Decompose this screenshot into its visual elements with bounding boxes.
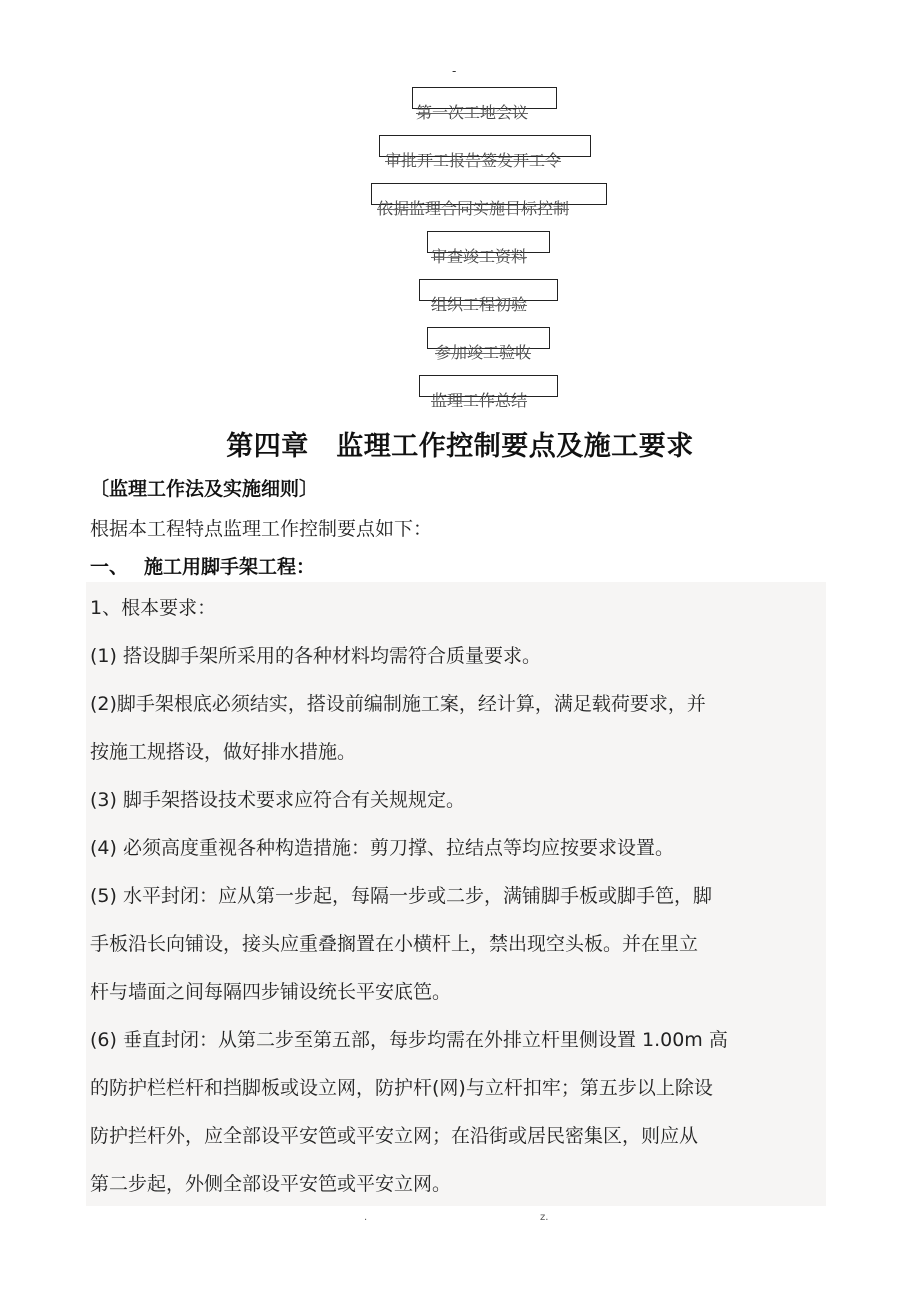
header-mark: - <box>452 64 457 78</box>
content-line: 杆与墙面之间每隔四步铺设统长平安底笆。 <box>90 981 452 1003</box>
content-line: (2)脚手架根底必须结实，搭设前编制施工案，经计算，满足载荷要求，并 <box>90 693 706 715</box>
footer-right: z. <box>540 1212 549 1223</box>
flow-step-7: 监理工作总结 <box>431 391 528 410</box>
flow-step-2: 审批开工报告签发开工令 <box>385 151 562 170</box>
content-line: 1、根本要求： <box>90 597 217 619</box>
subheading: 〔监理工作法及实施细则〕 <box>90 478 319 500</box>
chapter-title: 第四章 监理工作控制要点及施工要求 <box>226 431 694 462</box>
content-line: 的防护栏栏杆和挡脚板或设立网，防护杆(网)与立杆扣牢；第五步以上除设 <box>90 1077 713 1099</box>
footer-left: . <box>364 1212 368 1223</box>
content-line: (6) 垂直封闭：从第二步至第五部，每步均需在外排立杆里侧设置 1.00m 高 <box>90 1029 728 1051</box>
content-line: 按施工规搭设，做好排水措施。 <box>90 741 357 763</box>
section-heading <box>90 552 315 579</box>
content-line: 手板沿长向铺设，接头应重叠搁置在小横杆上，禁出现空头板。并在里立 <box>90 933 699 955</box>
flow-step-5: 组织工程初验 <box>431 295 528 314</box>
content-line: (4) 必须高度重视各种构造措施：剪刀撑、拉结点等均应按要求设置。 <box>90 837 674 859</box>
flow-step-3: 依据监理合同实施目标控制 <box>377 199 570 218</box>
section-title: 施工用脚手架工程： <box>144 556 316 578</box>
intro-paragraph: 根据本工程特点监理工作控制要点如下： <box>90 518 433 540</box>
content-line: (1) 搭设脚手架所采用的各种材料均需符合质量要求。 <box>90 645 541 667</box>
content-line: 防护拦杆外，应全部设平安笆或平安立网；在沿街或居民密集区，则应从 <box>90 1125 699 1147</box>
flow-step-1: 第一次工地会议 <box>416 103 529 122</box>
content-line: (3) 脚手架搭设技术要求应符合有关规规定。 <box>90 789 465 811</box>
flow-step-4: 审查竣工资料 <box>431 247 528 266</box>
section-number: 一、 <box>90 556 129 578</box>
content-line: 第二步起，外侧全部设平安笆或平安立网。 <box>90 1173 452 1195</box>
content-line: (5) 水平封闭：应从第一步起，每隔一步或二步，满铺脚手板或脚手笆，脚 <box>90 885 712 907</box>
flow-step-6: 参加竣工验收 <box>435 343 532 362</box>
